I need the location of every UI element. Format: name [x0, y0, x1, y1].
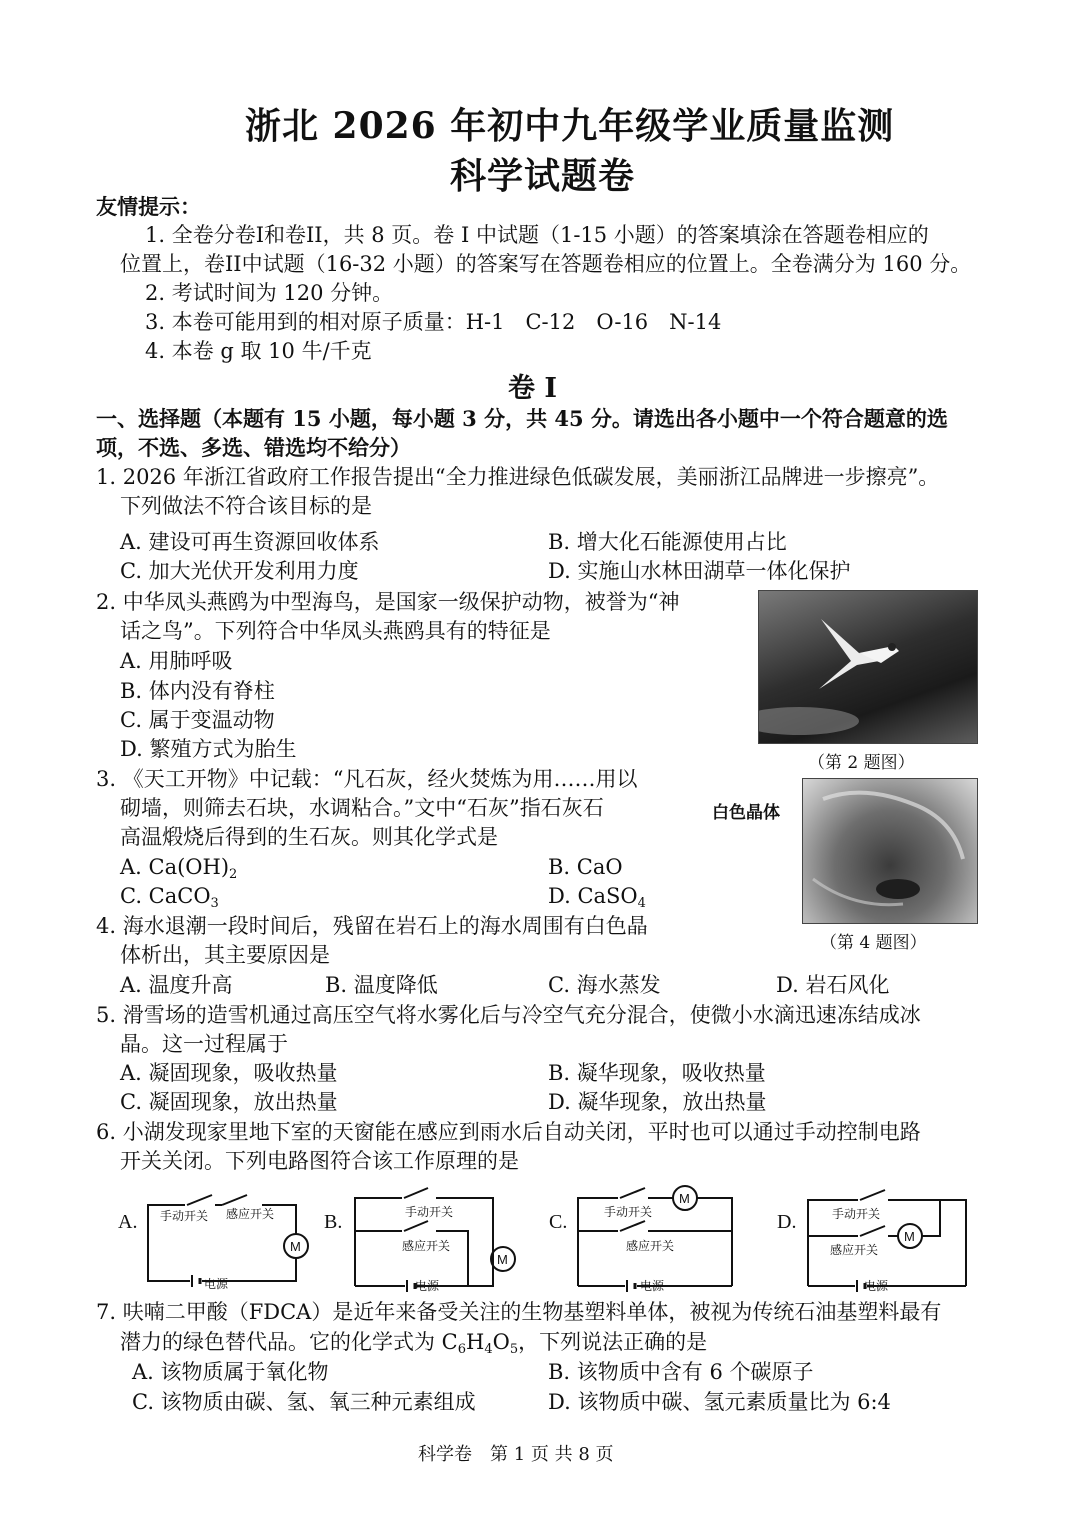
q7-o: O [492, 1330, 510, 1354]
circuit-letter-b: B. [324, 1211, 343, 1233]
a-motor-label: M [290, 1239, 301, 1254]
tip-1-line-2: 位置上，卷II中试题（16-32 小题）的答案写在答题卷相应的位置上。全卷满分为 160 分。 [120, 252, 972, 276]
q1-option-c: C. 加大光伏开发利用力度 [120, 559, 359, 583]
q4-option-a: A. 温度升高 [120, 973, 233, 997]
section-title: 卷 I [508, 373, 558, 404]
circuit-letter-d: D. [777, 1211, 797, 1233]
q4-figure-caption: （第 4 题图） [820, 933, 927, 953]
exam-subtitle: 科学试题卷 [450, 155, 636, 197]
tip-2: 2. 考试时间为 120 分钟。 [145, 281, 394, 305]
q2-option-b: B. 体内没有脊柱 [120, 679, 275, 703]
q4-option-c: C. 海水蒸发 [548, 973, 661, 997]
q7-stem-text-b: ，下列说法正确的是 [518, 1330, 708, 1354]
d-sensor-label: 感应开关 [830, 1243, 879, 1257]
c-power-label: 电源 [640, 1279, 665, 1293]
q2-option-a: A. 用肺呼吸 [120, 649, 233, 673]
q1-option-d: D. 实施山水林田湖草一体化保护 [548, 559, 851, 583]
q3-option-d-text: D. CaSO [548, 884, 638, 908]
q1-option-a: A. 建设可再生资源回收体系 [120, 530, 380, 554]
section-intro-line-2: 项，不选、多选、错选均不给分） [96, 435, 411, 460]
q5-option-c: C. 凝固现象，放出热量 [120, 1090, 338, 1114]
tip-4: 4. 本卷 g 取 10 牛/千克 [145, 339, 372, 363]
q4-stem-line-1: 4. 海水退潮一段时间后，残留在岩石上的海水周围有白色晶 [96, 914, 648, 938]
q3-stem-line-1: 3. 《天工开物》中记载：“凡石灰，经火焚炼为用……用以 [96, 767, 638, 791]
q5-option-d: D. 凝华现象，放出热量 [548, 1090, 767, 1114]
circuit-d [808, 1190, 966, 1292]
page-footer: 科学卷 第 1 页 共 8 页 [418, 1444, 614, 1465]
a-power-label: 电源 [204, 1277, 229, 1291]
q2-bird-photo [758, 590, 978, 744]
b-sensor-label: 感应开关 [402, 1239, 451, 1253]
q2-stem-line-1: 2. 中华凤头燕鸥为中型海鸟，是国家一级保护动物，被誉为“神 [96, 590, 680, 614]
c-manual-label: 手动开关 [604, 1205, 653, 1219]
q7-sub-5: 5 [509, 1342, 519, 1357]
exam-title: 浙北 2026 年初中九年级学业质量监测 [245, 105, 895, 147]
q7-option-c: C. 该物质由碳、氢、氧三种元素组成 [132, 1390, 476, 1414]
q5-stem-line-1: 5. 滑雪场的造雪机通过高压空气将水雾化后与冷空气充分混合，使微小水滴迅速冻结成冰 [96, 1003, 921, 1027]
q3-option-b: B. CaO [548, 855, 623, 879]
section-intro-line-1: 一、选择题（本题有 15 小题，每小题 3 分，共 45 分。请选出各小题中一个符合题意的选 [96, 406, 948, 431]
q7-option-a: A. 该物质属于氧化物 [132, 1360, 329, 1384]
d-power-label: 电源 [864, 1279, 889, 1293]
q5-option-b: B. 凝华现象，吸收热量 [548, 1061, 766, 1085]
q4-stem-line-2: 体析出，其主要原因是 [120, 943, 330, 967]
d-motor-label: M [904, 1229, 915, 1244]
q7-sub-6: 6 [457, 1342, 467, 1357]
q7-sub-4: 4 [484, 1342, 493, 1357]
b-manual-label: 手动开关 [405, 1205, 454, 1219]
q1-stem-line-2: 下列做法不符合该目标的是 [120, 494, 372, 518]
tip-1-line-1: 1. 全卷分卷I和卷II，共 8 页。卷 I 中试题（1-15 小题）的答案填涂在答题卷相应的 [145, 223, 929, 247]
q5-option-a: A. 凝固现象，吸收热量 [120, 1061, 338, 1085]
q4-option-d: D. 岩石风化 [776, 973, 890, 997]
q2-option-d: D. 繁殖方式为胎生 [120, 737, 297, 761]
q1-option-b: B. 增大化石能源使用占比 [548, 530, 787, 554]
q4-figure-label: 白色晶体 [712, 803, 780, 823]
c-sensor-label: 感应开关 [626, 1239, 675, 1253]
d-manual-label: 手动开关 [832, 1207, 881, 1221]
b-motor-label: M [497, 1252, 508, 1267]
q2-stem-line-2: 话之鸟”。下列符合中华凤头燕鸥具有的特征是 [120, 619, 551, 643]
c-motor-label: M [679, 1191, 690, 1206]
q2-figure-caption: （第 2 题图） [808, 753, 915, 773]
circuit-letter-c: C. [549, 1211, 568, 1233]
q3-option-a-text: A. Ca(OH) [120, 855, 230, 879]
q3-option-d-sub: 4 [637, 896, 646, 911]
q7-stem-text-a: 潜力的绿色替代品。它的化学式为 C [120, 1330, 458, 1354]
q3-option-c-text: C. CaCO [120, 884, 211, 908]
q6-circuit-diagrams [0, 1178, 1080, 1298]
q6-stem-line-2: 开关关闭。下列电路图符合该工作原理的是 [120, 1149, 519, 1173]
q3-stem-line-2: 砌墙，则筛去石块，水调粘合。”文中“石灰”指石灰石 [120, 796, 604, 820]
q3-option-c-sub: 3 [210, 896, 219, 911]
q4-option-b: B. 温度降低 [325, 973, 438, 997]
q7-stem-line-1: 7. 呋喃二甲酸（FDCA）是近年来备受关注的生物基塑料单体，被视为传统石油基塑料最有 [96, 1300, 942, 1324]
a-manual-label: 手动开关 [160, 1209, 209, 1223]
q6-stem-line-1: 6. 小湖发现家里地下室的天窗能在感应到雨水后自动关闭，平时也可以通过手动控制电路 [96, 1120, 921, 1144]
q3-stem-line-3: 高温煅烧后得到的生石灰。则其化学式是 [120, 825, 498, 849]
b-power-label: 电源 [415, 1279, 440, 1293]
q7-option-d: D. 该物质中碳、氢元素质量比为 6:4 [548, 1390, 891, 1414]
a-sensor-label: 感应开关 [226, 1207, 275, 1221]
q5-stem-line-2: 晶。这一过程属于 [120, 1032, 288, 1056]
q1-stem-line-1: 1. 2026 年浙江省政府工作报告提出“全力推进绿色低碳发展，美丽浙江品牌进一步擦亮”。 [96, 465, 940, 489]
q3-option-a-sub: 2 [229, 867, 238, 882]
circuit-letter-a: A. [118, 1211, 138, 1233]
q7-h: H [466, 1330, 485, 1354]
q2-option-c: C. 属于变温动物 [120, 708, 275, 732]
tip-3: 3. 本卷可能用到的相对原子质量：H-1 C-12 O-16 N-14 [145, 310, 722, 334]
q7-option-b: B. 该物质中含有 6 个碳原子 [548, 1360, 814, 1384]
q4-rock-photo [802, 778, 978, 924]
tips-heading: 友情提示： [96, 194, 201, 219]
